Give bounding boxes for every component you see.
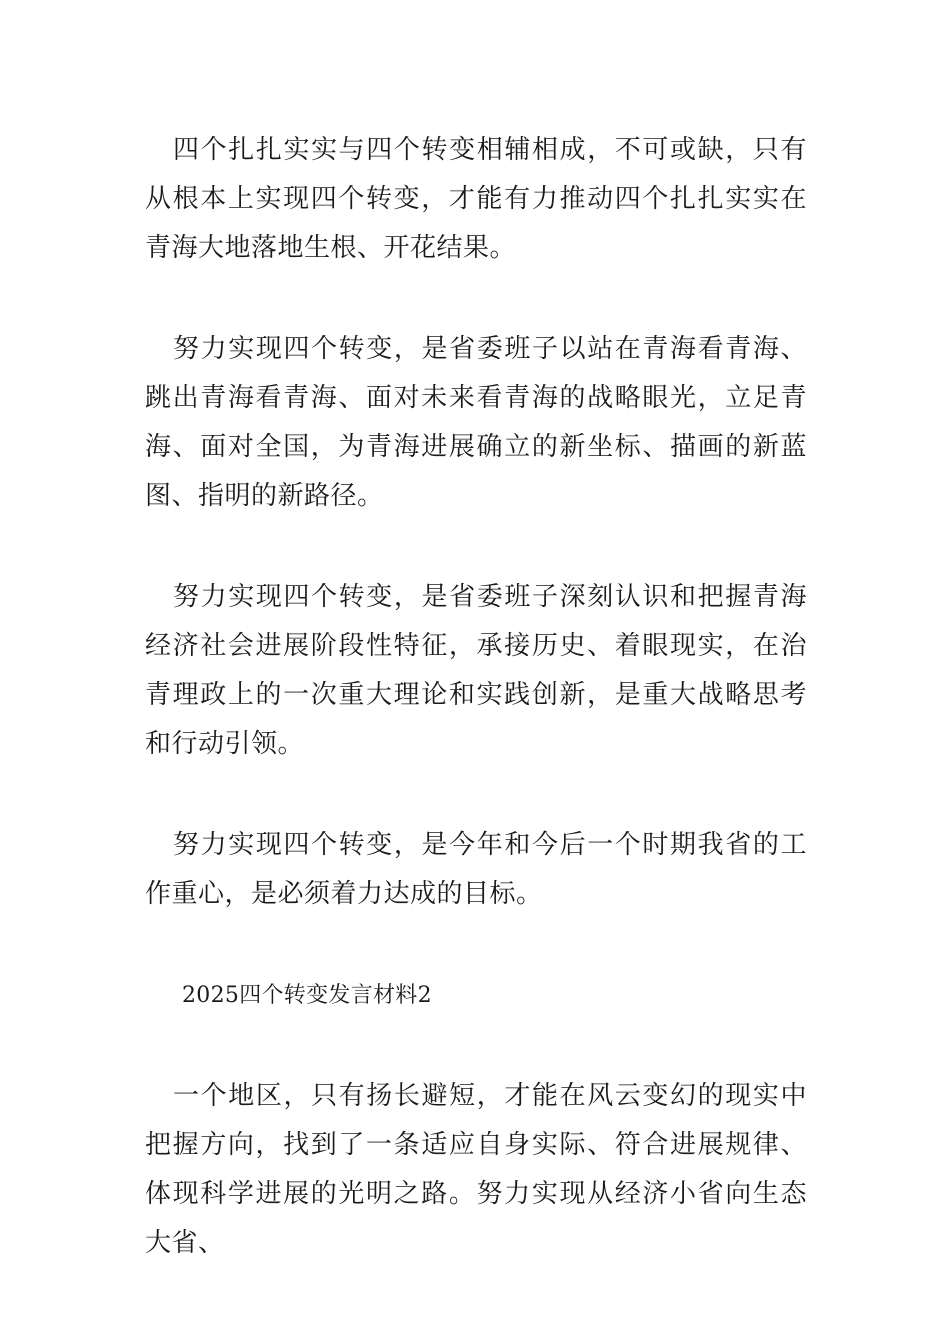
paragraph-1: 四个扎扎实实与四个转变相辅相成，不可或缺，只有从根本上实现四个转变，才能有力推动四个扎扎实实在青海大地落地生根、开花结果。 bbox=[145, 135, 807, 263]
section-paragraph-1: 一个地区，只有扬长避短，才能在风云变幻的现实中把握方向，找到了一条适应自身实际、符合进展规律、体现科学进展的光明之路。努力实现从经济小省向生态大省、 bbox=[145, 1081, 807, 1258]
paragraph-3: 努力实现四个转变，是省委班子深刻认识和把握青海经济社会进展阶段性特征，承接历史、着眼现实，在治青理政上的一次重大理论和实践创新，是重大战略思考和行动引领。 bbox=[145, 582, 807, 759]
paragraph-2: 努力实现四个转变，是省委班子以站在青海看青海、跳出青海看青海、面对未来看青海的战略眼光，立足青海、面对全国，为青海进展确立的新坐标、描画的新蓝图、指明的新路径。 bbox=[145, 334, 807, 511]
document-body bbox=[145, 126, 807, 1320]
paragraph-4: 努力实现四个转变，是今年和今后一个时期我省的工作重心，是必须着力达成的目标。 bbox=[145, 830, 807, 909]
section-heading: 2025四个转变发言材料2 bbox=[182, 983, 432, 1008]
